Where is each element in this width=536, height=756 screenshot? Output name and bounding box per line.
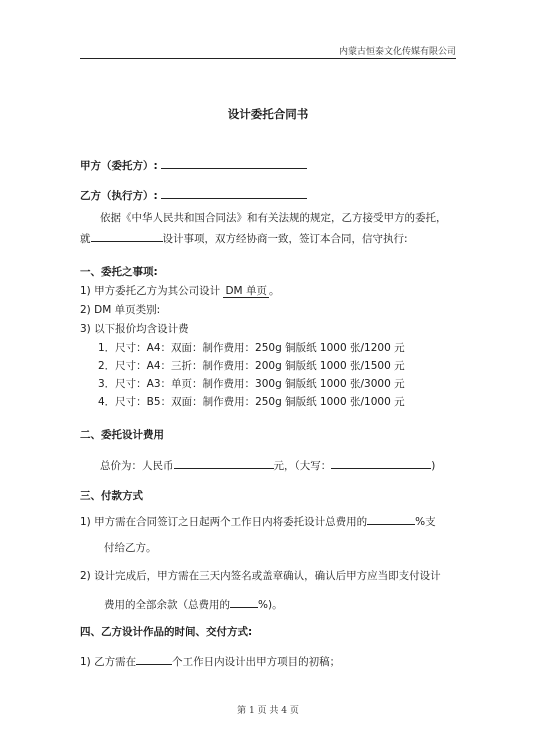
payment-percent-blank bbox=[367, 512, 415, 525]
payment-1-suffix: %支 bbox=[415, 516, 436, 528]
section-3-item-1-line-1 bbox=[80, 512, 436, 529]
payment-2-suffix: %)。 bbox=[258, 599, 283, 611]
party-a-label: 甲方（委托方）: bbox=[80, 160, 158, 172]
party-a-blank bbox=[161, 156, 307, 169]
party-a-line bbox=[80, 156, 307, 173]
total-uppercase-blank bbox=[331, 456, 431, 469]
section-1-heading: 一、委托之事项: bbox=[80, 266, 158, 278]
section-2-heading: 二、委托设计费用 bbox=[80, 429, 164, 441]
payment-1-prefix: 1) 甲方需在合同签订之日起两个工作日内将委托设计总费用的 bbox=[80, 516, 368, 528]
section-3-item-2-line-1: 2) 设计完成后，甲方需在三天内签名或盖章确认，确认后甲方应当即支付设计 bbox=[80, 570, 441, 582]
total-suffix: ) bbox=[431, 460, 436, 472]
delivery-prefix: 1) 乙方需在 bbox=[80, 656, 137, 668]
design-type-value: DM 单页 bbox=[225, 285, 267, 297]
total-price-line bbox=[100, 456, 435, 473]
price-row-4: 4．尺寸：B5：双面：制作费用：250g 铜版纸 1000 张/1000 元 bbox=[98, 396, 405, 408]
section-4-item-1 bbox=[80, 652, 340, 669]
intro-line-2 bbox=[80, 229, 408, 246]
section-1-item-1 bbox=[80, 283, 279, 298]
balance-percent-blank bbox=[230, 595, 258, 608]
page-header-company: 内蒙古恒泰文化传媒有限公司 bbox=[338, 47, 456, 57]
section-4-heading: 四、乙方设计作品的时间、交付方式: bbox=[80, 626, 253, 638]
intro-line-1: 依据《中华人民共和国合同法》和有关法规的规定，乙方接受甲方的委托， bbox=[100, 212, 447, 224]
item-1-prefix: 1) 甲方委托乙方为其公司设计 bbox=[80, 285, 221, 297]
page-footer: 第 1 页 共 4 页 bbox=[237, 706, 299, 716]
item-1-suffix: 。 bbox=[268, 285, 280, 297]
price-row-2: 2．尺寸：A4：三折：制作费用：200g 铜版纸 1000 张/1500 元 bbox=[98, 360, 405, 372]
section-1-item-3: 3) 以下报价均含设计费 bbox=[80, 323, 189, 335]
section-3-item-2-line-2 bbox=[104, 595, 283, 612]
intro-line-2-prefix: 就 bbox=[80, 233, 91, 245]
total-mid: 元，（大写： bbox=[273, 460, 332, 472]
intro-line-2-suffix: 设计事项，双方经协商一致，签订本合同，信守执行: bbox=[162, 233, 408, 245]
document-title: 设计委托合同书 bbox=[227, 107, 309, 121]
total-prefix: 总价为：人民币 bbox=[100, 460, 174, 472]
price-row-3: 3．尺寸：A3：单页：制作费用：300g 铜版纸 1000 张/3000 元 bbox=[98, 378, 405, 390]
total-amount-blank bbox=[174, 456, 274, 469]
party-b-label: 乙方（执行方）: bbox=[80, 190, 158, 202]
workdays-blank bbox=[136, 652, 172, 665]
party-b-blank bbox=[161, 186, 307, 199]
section-1-item-2: 2) DM 单页类别: bbox=[80, 304, 161, 316]
section-3-heading: 三、付款方式 bbox=[80, 490, 143, 502]
project-blank bbox=[91, 229, 163, 242]
payment-2-prefix: 费用的全部余款（总费用的 bbox=[104, 599, 230, 611]
section-3-item-1-line-2: 付给乙方。 bbox=[104, 542, 157, 554]
price-row-1: 1．尺寸：A4：双面：制作费用：250g 铜版纸 1000 张/1200 元 bbox=[98, 342, 405, 354]
party-b-line bbox=[80, 186, 307, 203]
delivery-suffix: 个工作日内设计出甲方项目的初稿； bbox=[172, 656, 341, 668]
header-rule bbox=[80, 58, 456, 59]
